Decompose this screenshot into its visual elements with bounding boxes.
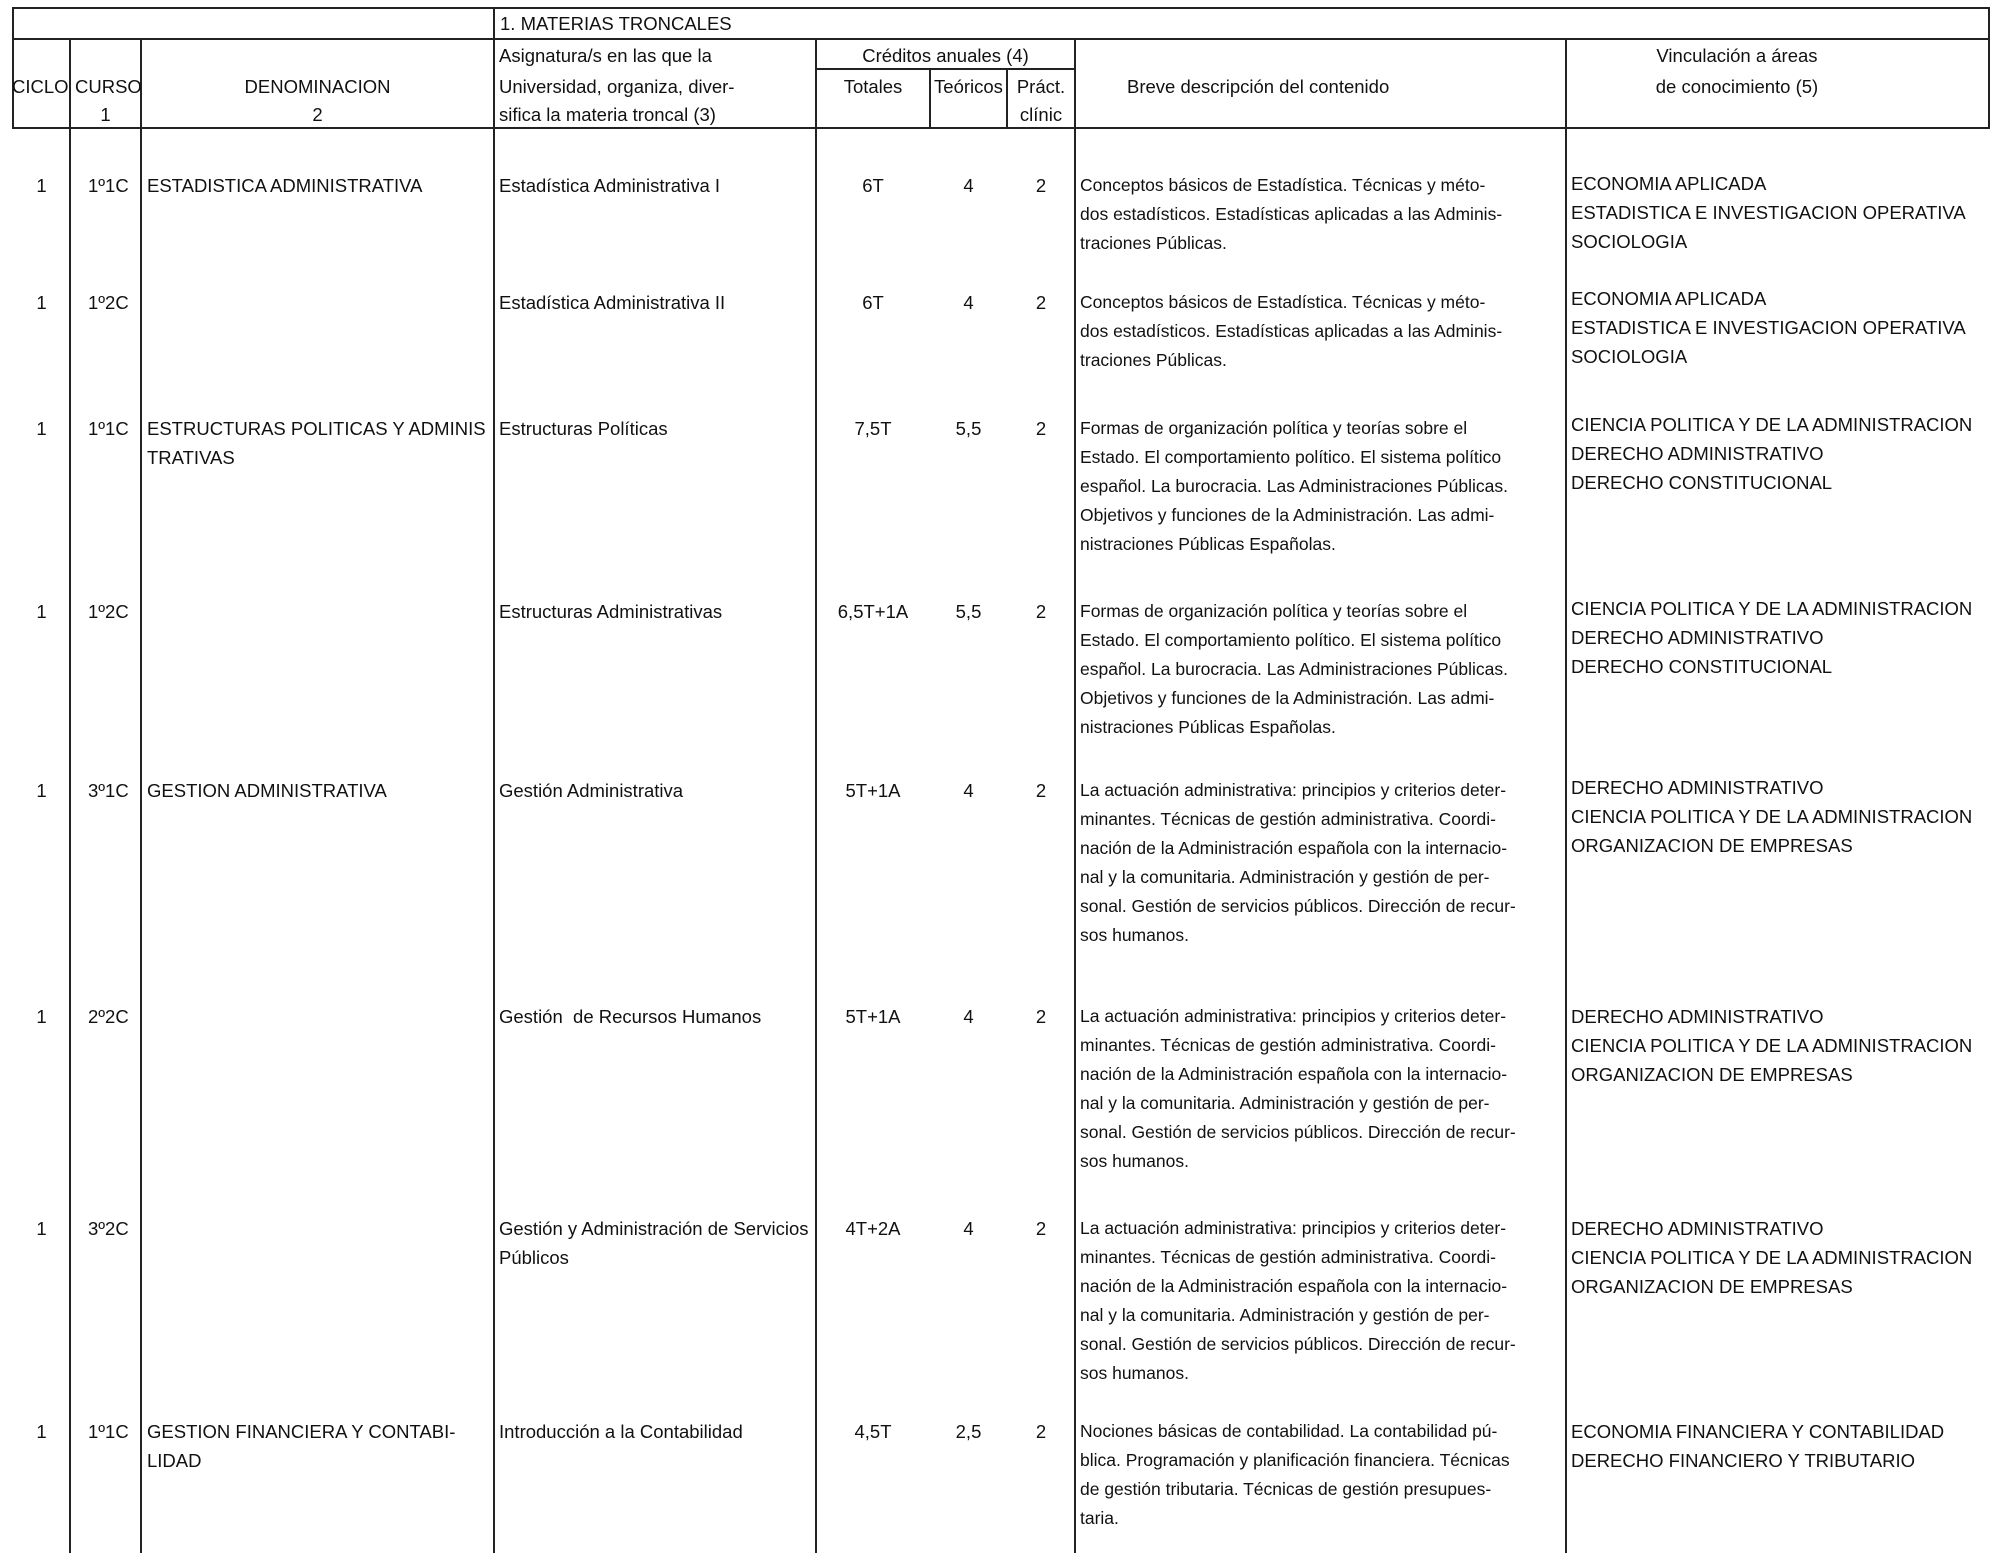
row-6-asignatura [499,1214,809,1272]
row-1-ciclo: 1 [36,292,47,313]
header-curso: CURSO [75,76,142,97]
row-1-descripcion-line: traciones Públicas. [1080,350,1227,370]
row-2-areas [1571,410,1972,497]
row-4-practicos: 2 [1035,780,1047,801]
row-4-descripcion-line: nal y la comunitaria. Administración y gestión de per- [1080,867,1490,887]
row-0-teoricos: 4 [963,175,974,196]
header-vinculacion-line2: de conocimiento (5) [1655,76,1819,97]
row-5-descripcion [1080,1002,1550,1176]
header-practicos-line1: Práct. [1016,76,1066,97]
col-divider-ciclo [69,38,71,1553]
row-6-teoricos: 4 [963,1218,974,1239]
row-3-ciclo: 1 [36,601,47,622]
row-7-totales: 4,5T [854,1421,892,1442]
row-4-area: ORGANIZACION DE EMPRESAS [1571,835,1853,856]
row-6-area: ORGANIZACION DE EMPRESAS [1571,1276,1853,1297]
row-5-areas [1571,1002,1972,1089]
row-2-descripcion-line: Estado. El comportamiento político. El sistema político [1080,447,1502,467]
header-totales: Totales [843,76,903,97]
top-border [12,7,1990,9]
row-3-asignatura: Estructuras Administrativas [499,601,723,622]
header-vinculacion-line1: Vinculación a áreas [1656,45,1818,66]
header-denominacion: DENOMINACION [244,76,391,97]
row-0-ciclo: 1 [36,175,47,196]
row-7-area: DERECHO FINANCIERO Y TRIBUTARIO [1571,1450,1916,1471]
row-7-denominacion-line: LIDAD [147,1450,202,1471]
row-0-asignatura: Estadística Administrativa I [499,175,721,196]
row-4-area: CIENCIA POLITICA Y DE LA ADMINISTRACION [1571,806,1973,827]
row-2-area: CIENCIA POLITICA Y DE LA ADMINISTRACION [1571,414,1973,435]
row-7-areas [1571,1417,1944,1475]
row-0-practicos: 2 [1035,175,1047,196]
header-curso-number: 1 [100,104,111,125]
row-6-descripcion-line: minantes. Técnicas de gestión administrativa. Coordi- [1080,1247,1496,1267]
header-asignatura-line1: Asignatura/s en las que la [499,45,712,66]
row-5-descripcion-line: nal y la comunitaria. Administración y gestión de per- [1080,1093,1490,1113]
row-3-descripcion-line: Estado. El comportamiento político. El sistema político [1080,630,1502,650]
row-0-area: ECONOMIA APLICADA [1571,173,1767,194]
row-2-descripcion-line: español. La burocracia. Las Administraciones Públicas. [1080,476,1509,496]
row-3-area: CIENCIA POLITICA Y DE LA ADMINISTRACION [1571,598,1973,619]
row-1-descripcion-line: Conceptos básicos de Estadística. Técnicas y méto- [1080,292,1486,312]
row-3-practicos: 2 [1035,601,1047,622]
row-5-practicos: 2 [1035,1006,1047,1027]
row-0-area: ESTADISTICA E INVESTIGACION OPERATIVA [1571,202,1966,223]
row-2-denominacion-line: TRATIVAS [147,447,235,468]
row-3-descripcion [1080,597,1550,742]
row-7-practicos: 2 [1035,1421,1047,1442]
row-6-descripcion-line: sos humanos. [1080,1363,1189,1383]
border-right [1988,7,1990,129]
row-1-teoricos: 4 [963,292,974,313]
row-3-descripcion-line: nistraciones Públicas Españolas. [1080,717,1336,737]
row-1-practicos: 2 [1035,292,1047,313]
row-4-curso: 3º1C [88,780,129,801]
row-2-area: DERECHO CONSTITUCIONAL [1571,472,1833,493]
row-4-areas [1571,773,1972,860]
title-rule [12,38,1990,40]
row-4-descripcion-line: nación de la Administración española con la internacio- [1080,838,1508,858]
row-7-denominacion-line: GESTION FINANCIERA Y CONTABI- [147,1421,456,1442]
row-5-descripcion-line: sos humanos. [1080,1151,1189,1171]
row-2-teoricos: 5,5 [955,418,982,439]
row-0-curso: 1º1C [88,175,129,196]
row-0-descripcion [1080,171,1550,258]
row-3-teoricos: 5,5 [955,601,982,622]
row-6-practicos: 2 [1035,1218,1047,1239]
row-4-descripcion [1080,776,1550,950]
row-4-descripcion-line: sonal. Gestión de servicios públicos. Dirección de recur- [1080,896,1516,916]
row-6-area: CIENCIA POLITICA Y DE LA ADMINISTRACION [1571,1247,1973,1268]
row-6-asignatura-line: Gestión y Administración de Servicios [499,1218,809,1239]
row-3-area: DERECHO CONSTITUCIONAL [1571,656,1833,677]
row-2-asignatura: Estructuras Políticas [499,418,668,439]
row-3-areas [1571,594,1972,681]
row-7-descripcion-line: de gestión tributaria. Técnicas de gestión presupues- [1080,1479,1492,1499]
row-5-area: DERECHO ADMINISTRATIVO [1571,1006,1824,1027]
row-4-totales: 5T+1A [845,780,901,801]
row-4-teoricos: 4 [963,780,974,801]
row-5-descripcion-line: minantes. Técnicas de gestión administrativa. Coordi- [1080,1035,1496,1055]
table-title: 1. MATERIAS TRONCALES [500,13,732,34]
row-1-areas [1571,284,1966,371]
header-practicos-line2: clínic [1019,104,1063,125]
row-6-curso: 3º2C [88,1218,129,1239]
row-6-descripcion-line: La actuación administrativa: principios y criterios deter- [1080,1218,1507,1238]
row-4-descripcion-line: La actuación administrativa: principios y criterios deter- [1080,780,1507,800]
row-0-denominacion: ESTADISTICA ADMINISTRATIVA [147,175,423,196]
row-4-ciclo: 1 [36,780,47,801]
header-asignatura-line3: sifica la materia troncal (3) [499,104,716,125]
col-divider-denominacion [493,7,495,1553]
row-3-curso: 1º2C [88,601,129,622]
row-7-curso: 1º1C [88,1421,129,1442]
row-0-totales: 6T [862,175,884,196]
row-5-totales: 5T+1A [845,1006,901,1027]
row-6-descripcion-line: sonal. Gestión de servicios públicos. Dirección de recur- [1080,1334,1516,1354]
row-3-descripcion-line: Objetivos y funciones de la Administración. Las admi- [1080,688,1495,708]
row-2-ciclo: 1 [36,418,47,439]
row-6-descripcion-line: nación de la Administración española con la internacio- [1080,1276,1508,1296]
row-2-denominacion [147,414,486,472]
row-1-asignatura: Estadística Administrativa II [499,292,726,313]
border-left [12,7,14,129]
row-2-denominacion-line: ESTRUCTURAS POLITICAS Y ADMINIS [147,418,486,439]
row-7-descripcion-line: taria. [1080,1508,1119,1528]
row-1-area: ESTADISTICA E INVESTIGACION OPERATIVA [1571,317,1966,338]
row-7-descripcion-line: Nociones básicas de contabilidad. La contabilidad pú- [1080,1421,1498,1441]
header-creditos: Créditos anuales (4) [862,45,1029,66]
row-4-area: DERECHO ADMINISTRATIVO [1571,777,1824,798]
row-2-area: DERECHO ADMINISTRATIVO [1571,443,1824,464]
row-1-area: SOCIOLOGIA [1571,346,1688,367]
row-2-descripcion-line: Objetivos y funciones de la Administración. Las admi- [1080,505,1495,525]
row-0-descripcion-line: dos estadísticos. Estadísticas aplicadas a las Adminis- [1080,204,1503,224]
row-5-area: ORGANIZACION DE EMPRESAS [1571,1064,1853,1085]
row-7-descripcion-line: blica. Programación y planificación financiera. Técnicas [1080,1450,1510,1470]
row-5-descripcion-line: nación de la Administración española con la internacio- [1080,1064,1508,1084]
row-5-curso: 2º2C [88,1006,129,1027]
row-0-areas [1571,169,1966,256]
row-6-areas [1571,1214,1972,1301]
row-1-descripcion [1080,288,1550,375]
row-1-descripcion-line: dos estadísticos. Estadísticas aplicadas a las Adminis- [1080,321,1503,341]
row-2-curso: 1º1C [88,418,129,439]
row-0-area: SOCIOLOGIA [1571,231,1688,252]
header-ciclo: CICLO [12,76,69,97]
row-5-asignatura: Gestión de Recursos Humanos [499,1006,762,1027]
row-5-descripcion-line: La actuación administrativa: principios y criterios deter- [1080,1006,1507,1026]
row-6-ciclo: 1 [36,1218,47,1239]
header-descripcion: Breve descripción del contenido [1127,76,1390,97]
row-6-area: DERECHO ADMINISTRATIVO [1571,1218,1824,1239]
row-5-descripcion-line: sonal. Gestión de servicios públicos. Dirección de recur- [1080,1122,1516,1142]
row-1-totales: 6T [862,292,884,313]
header-asignatura-line2: Universidad, organiza, diver- [499,76,735,97]
row-4-denominacion: GESTION ADMINISTRATIVA [147,780,387,801]
row-1-curso: 1º2C [88,292,129,313]
col-divider-descripcion [1565,38,1567,1553]
row-3-descripcion-line: español. La burocracia. Las Administraciones Públicas. [1080,659,1509,679]
row-4-descripcion-line: minantes. Técnicas de gestión administrativa. Coordi- [1080,809,1496,829]
row-4-descripcion-line: sos humanos. [1080,925,1189,945]
row-7-descripcion [1080,1417,1550,1533]
header-denominacion-number: 2 [312,104,323,125]
col-divider-curso [140,38,142,1553]
row-7-ciclo: 1 [36,1421,47,1442]
row-3-descripcion-line: Formas de organización política y teorías sobre el [1080,601,1468,621]
header-teoricos: Teóricos [934,76,1003,97]
row-3-area: DERECHO ADMINISTRATIVO [1571,627,1824,648]
row-2-descripcion-line: nistraciones Públicas Españolas. [1080,534,1336,554]
col-divider-creditos [1074,38,1076,1553]
row-5-area: CIENCIA POLITICA Y DE LA ADMINISTRACION [1571,1035,1973,1056]
row-0-descripcion-line: Conceptos básicos de Estadística. Técnicas y méto- [1080,175,1486,195]
row-6-descripcion-line: nal y la comunitaria. Administración y gestión de per- [1080,1305,1490,1325]
row-6-descripcion [1080,1214,1550,1388]
row-7-teoricos: 2,5 [955,1421,982,1442]
row-7-asignatura: Introducción a la Contabilidad [499,1421,743,1442]
row-5-teoricos: 4 [963,1006,974,1027]
row-6-totales: 4T+2A [845,1218,901,1239]
row-3-totales: 6,5T+1A [837,601,909,622]
row-4-asignatura: Gestión Administrativa [499,780,684,801]
row-7-area: ECONOMIA FINANCIERA Y CONTABILIDAD [1571,1421,1945,1442]
row-2-totales: 7,5T [854,418,892,439]
row-2-descripcion-line: Formas de organización política y teorías sobre el [1080,418,1468,438]
row-0-descripcion-line: traciones Públicas. [1080,233,1227,253]
row-6-asignatura-line: Públicos [499,1247,569,1268]
row-7-denominacion [147,1417,455,1475]
row-2-practicos: 2 [1035,418,1047,439]
row-2-descripcion [1080,414,1550,559]
row-5-ciclo: 1 [36,1006,47,1027]
row-1-area: ECONOMIA APLICADA [1571,288,1767,309]
